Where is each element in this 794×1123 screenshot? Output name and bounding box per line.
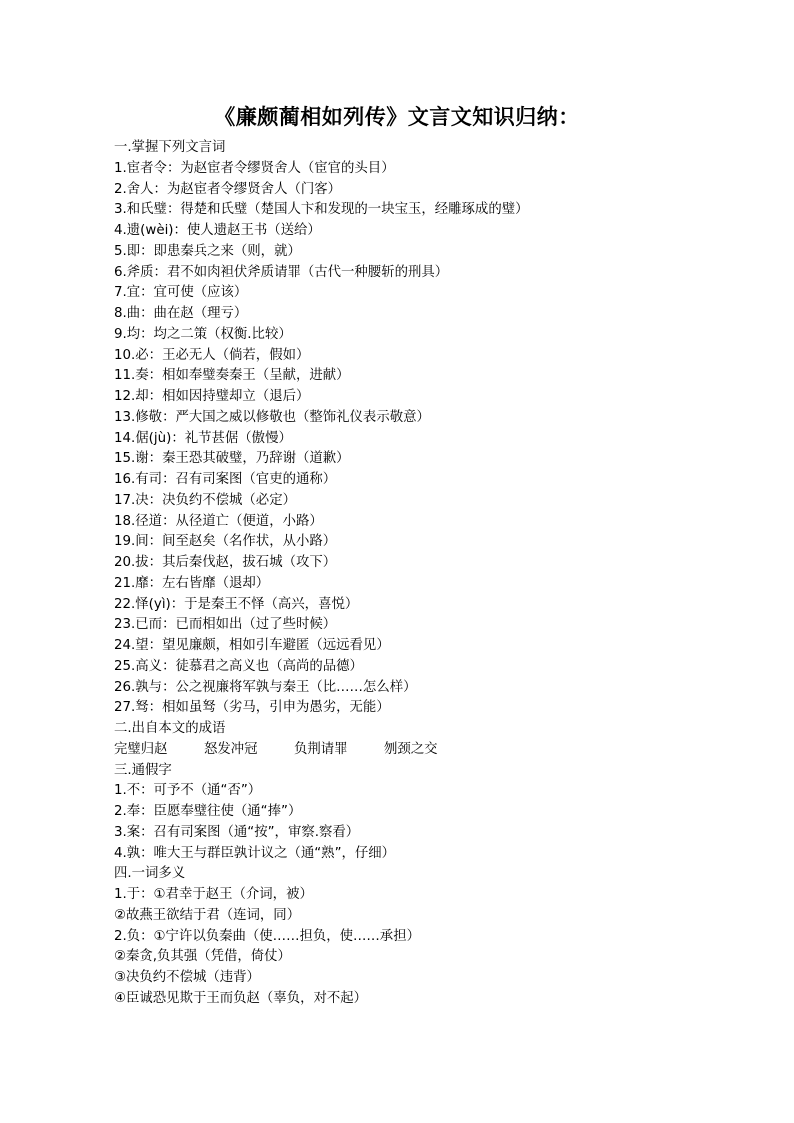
polysemy-item: 2.负：①宁许以负秦曲（使……担负，使……承担） (114, 928, 420, 944)
polysemy-item: ②故燕王欲结于君（连词，同） (114, 907, 301, 923)
section-heading: 一.掌握下列文言词 (114, 140, 226, 155)
document-body (114, 138, 754, 1010)
polysemy-list (114, 885, 754, 1010)
vocab-item: 24.望：望见廉颇，相如引车避匿（远远看见） (114, 638, 390, 653)
vocab-item: 3.和氏璧：得楚和氏璧（楚国人卞和发现的一块宝玉，经雕琢成的璧） (114, 202, 529, 218)
document-title: 《廉颇蔺相如列传》文言文知识归纳： (214, 105, 580, 129)
vocab-list (114, 159, 754, 719)
vocab-item: 18.径道：从径道亡（便道，小路） (114, 513, 323, 529)
vocab-item: 19.间：间至赵矣（名作状，从小路） (114, 534, 337, 550)
vocab-item: 20.拔：其后秦伐赵，拔石城（攻下） (114, 555, 337, 570)
vocab-item: 6.斧质：君不如肉袒伏斧质请罪（古代一种腰斩的刑具） (114, 264, 449, 280)
vocab-item: 2.舍人：为赵宦者令缪贤舍人（门客） (114, 181, 342, 197)
polysemy-item: ③决负约不偿城（违背） (114, 970, 260, 985)
tongjia-item: 2.奉：臣愿奉璧往使（通“捧”） (114, 804, 302, 819)
vocab-item: 15.谢：秦王恐其破璧，乃辞谢（道歉） (114, 451, 350, 467)
vocab-item: 27.驽：相如虽驽（劣马，引申为愚劣，无能） (114, 700, 390, 716)
idiom-item: 完璧归赵 (114, 741, 168, 757)
tongjia-list (114, 781, 754, 864)
vocab-item: 21.靡：左右皆靡（退却） (114, 575, 270, 591)
tongjia-item: 1.不：可予不（通“否”） (114, 783, 262, 799)
vocab-item: 14.倨(jù)：礼节甚倨（傲慢） (114, 430, 292, 446)
vocab-item: 17.决：决负约不偿城（必定） (114, 492, 296, 508)
polysemy-item: 1.于：①君幸于赵王（介词，被） (114, 887, 313, 902)
section-heading: 四.一词多义 (114, 866, 186, 882)
section-heading: 二.出自本文的成语 (114, 721, 226, 736)
vocab-item: 23.已而：已而相如出（过了些时候） (114, 617, 337, 633)
section-heading: 三.通假字 (114, 762, 172, 778)
vocab-item: 8.曲：曲在赵（理亏） (114, 306, 248, 321)
tongjia-item: 3.案：召有司案图（通“按”，审察.察看） (114, 824, 360, 840)
vocab-item: 4.遗(wèi)：使人遗赵王书（送给） (114, 223, 321, 238)
vocab-item: 12.却：相如因持璧却立（退后） (114, 389, 310, 404)
polysemy-item: ②秦贪,负其强（凭借，倚仗） (114, 949, 291, 965)
idiom-item: 刎颈之交 (384, 741, 438, 757)
vocab-item: 10.必：王必无人（倘若，假如） (114, 347, 310, 363)
idiom-item: 负荆请罪 (294, 741, 348, 757)
polysemy-item: ④臣诚恐见欺于王而负赵（辜负，对不起） (114, 990, 368, 1006)
vocab-item: 11.奏：相如奉璧奏秦王（呈献，进献） (114, 368, 350, 384)
vocab-item: 5.即：即患秦兵之来（则，就） (114, 243, 301, 259)
idiom-row (114, 740, 754, 761)
vocab-item: 25.高义：徒慕君之高义也（高尚的品德） (114, 658, 363, 674)
idiom-item: 怒发冲冠 (204, 741, 258, 757)
vocab-item: 22.怿(yì)：于是秦王不怿（高兴，喜悦） (114, 596, 359, 612)
tongjia-item: 4.孰：唯大王与群臣孰计议之（通“熟”，仔细） (114, 845, 396, 861)
vocab-item: 26.孰与：公之视廉将军孰与秦王（比……怎么样） (114, 679, 417, 695)
vocab-item: 1.宦者令：为赵宦者令缪贤舍人（宦官的头目） (114, 160, 395, 176)
vocab-item: 16.有司：召有司案图（官吏的通称） (114, 472, 337, 487)
vocab-item: 13.修敬：严大国之威以修敬也（整饰礼仪表示敬意） (114, 409, 430, 425)
vocab-item: 9.均：均之二策（权衡.比较） (114, 326, 292, 342)
vocab-item: 7.宜：宜可使（应该） (114, 285, 248, 301)
